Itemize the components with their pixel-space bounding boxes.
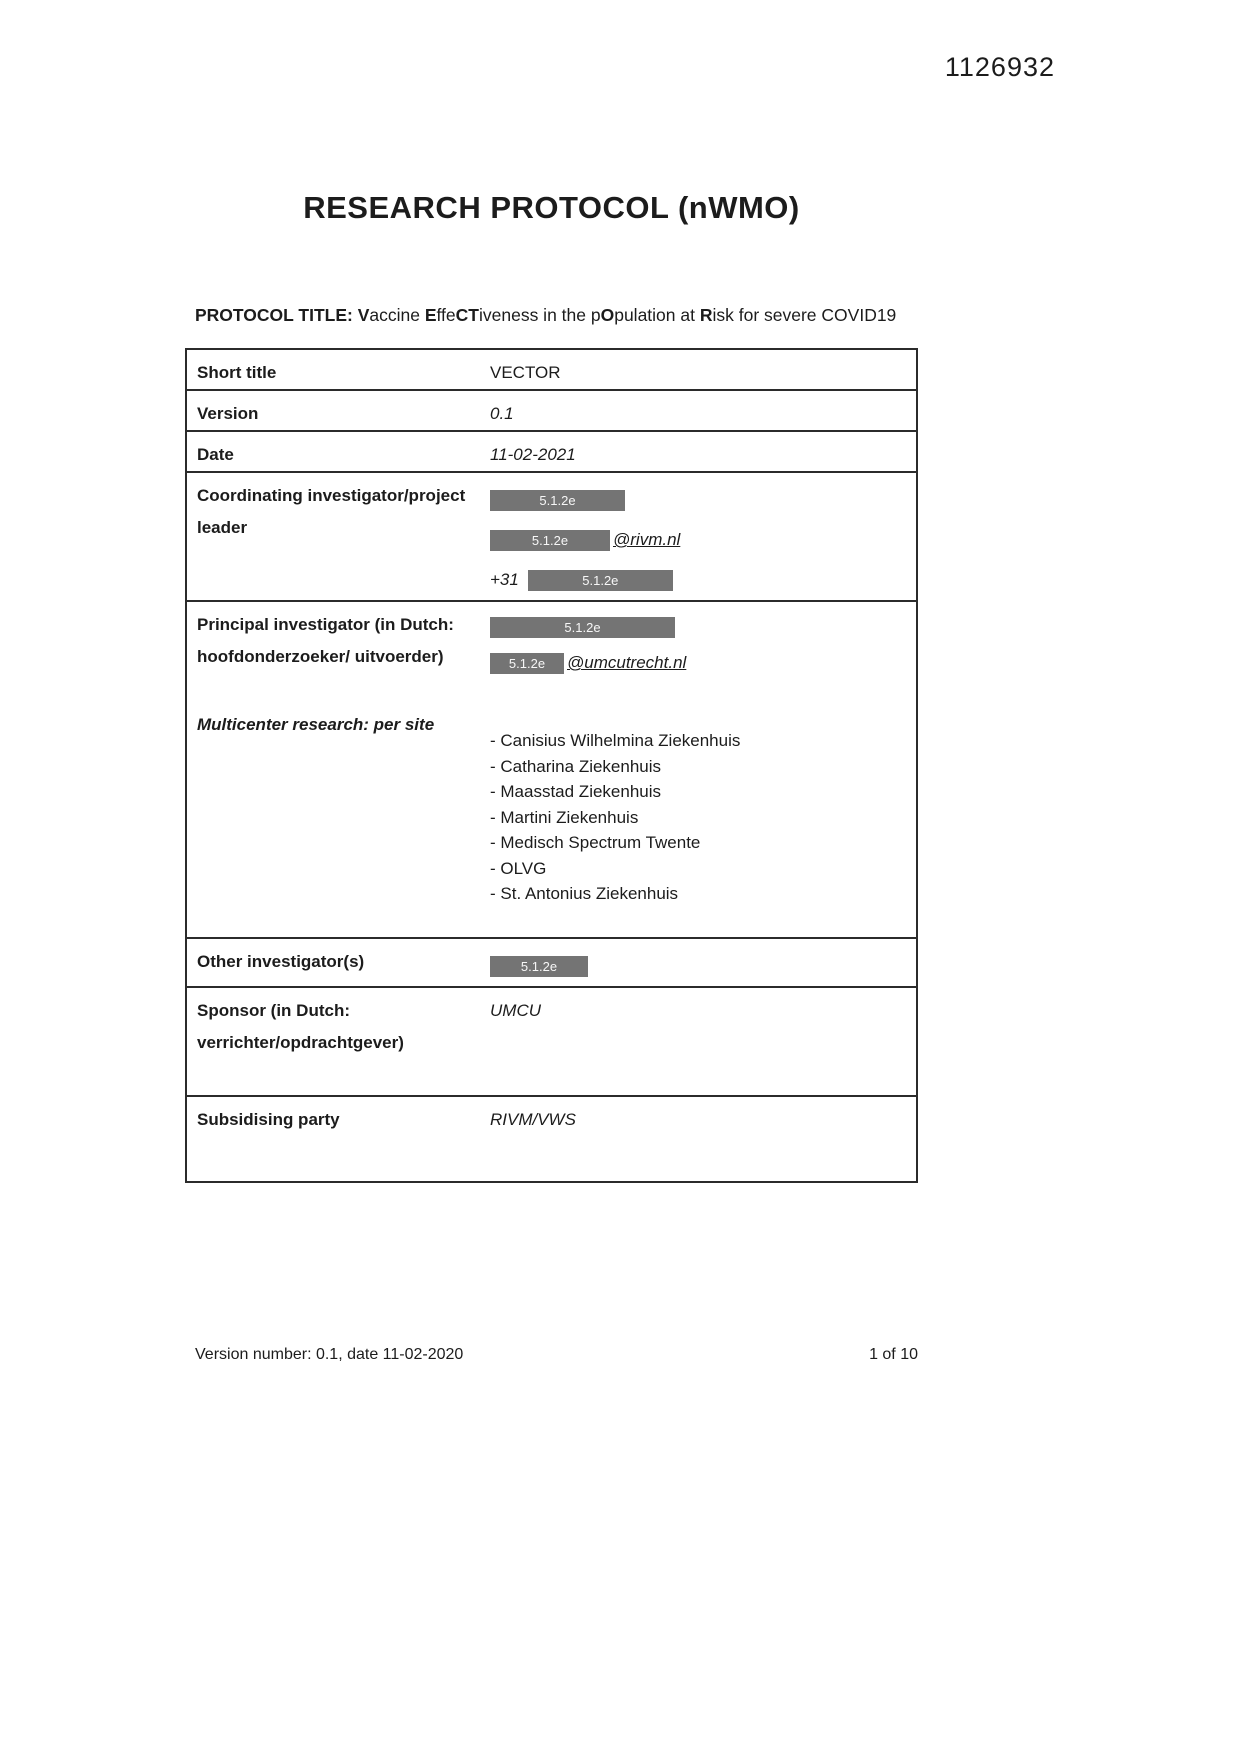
redacted-phone-line — [490, 560, 910, 600]
hospital-item: - St. Antonius Ziekenhuis — [490, 884, 679, 903]
document-number: 1126932 — [944, 52, 1055, 82]
hospital-item: - Medisch Spectrum Twente — [490, 833, 701, 852]
table-row-short-title — [187, 350, 916, 391]
protocol-title-segment: V — [357, 304, 370, 325]
redacted-name-line — [490, 609, 910, 645]
row-label-line: Principal investigator (in Dutch: — [197, 615, 454, 634]
protocol-info-table — [185, 348, 918, 1183]
redacted-name-line — [490, 480, 910, 520]
hospital-item: - OLVG — [490, 858, 547, 878]
table-row-sponsor — [187, 988, 916, 1097]
table-row-version — [187, 391, 916, 432]
footer-page-number: 1 of 10 — [869, 1346, 918, 1363]
row-label — [187, 473, 490, 600]
table-row-date — [187, 432, 916, 473]
hospital-list — [490, 728, 910, 907]
redacted-email-line — [490, 645, 910, 681]
hospital-item: - Martini Ziekenhuis — [490, 807, 639, 827]
redaction-box: 5.1.2e — [490, 617, 675, 638]
hospital-item: - Canisius Wilhelmina Ziekenhuis — [490, 731, 741, 750]
redacted-email-line — [490, 520, 910, 560]
row-label: Subsidising party — [197, 1110, 340, 1129]
table-row-coordinating-investigator — [187, 473, 916, 602]
protocol-title-segment: E — [424, 304, 437, 325]
redaction-box: 5.1.2e — [490, 530, 610, 551]
row-label-line: Sponsor (in Dutch: — [197, 1001, 350, 1020]
table-row-principal-investigator — [187, 602, 916, 939]
hospital-item: - Maasstad Ziekenhuis — [490, 782, 662, 801]
table-row-subsidising-party — [187, 1097, 916, 1181]
protocol-title-label: PROTOCOL TITLE: — [195, 304, 358, 325]
row-label — [187, 602, 490, 937]
redaction-box: 5.1.2e — [490, 653, 564, 674]
row-label-line: verrichter/opdrachtgever) — [197, 1033, 404, 1052]
hospital-item: - Catharina Ziekenhuis — [490, 756, 662, 776]
row-label: Short title — [197, 363, 277, 382]
protocol-title-segment: accine — [369, 304, 425, 325]
redaction-box: 5.1.2e — [490, 490, 625, 511]
row-label: Version — [197, 404, 259, 423]
row-value: VECTOR — [490, 363, 561, 382]
row-label: Other investigator(s) — [197, 952, 365, 971]
protocol-title-segment: ffe — [436, 304, 456, 325]
row-value: RIVM/VWS — [490, 1110, 576, 1129]
row-value — [490, 473, 916, 600]
row-label — [187, 988, 490, 1095]
protocol-title-segment: R — [699, 304, 713, 325]
protocol-title-segment: O — [600, 304, 615, 325]
phone-prefix: +31 — [490, 570, 519, 589]
row-label: Date — [197, 445, 234, 464]
multicenter-label: Multicenter research: per site — [197, 715, 435, 734]
protocol-title-line — [195, 305, 896, 326]
protocol-title-segment: isk for severe COVID19 — [712, 304, 897, 325]
page-footer — [195, 1346, 918, 1364]
protocol-title-segment: pulation at — [614, 304, 700, 325]
redacted-name-line — [490, 946, 910, 986]
email-domain: @umcutrecht.nl — [567, 653, 687, 672]
protocol-title-segment: iveness in the p — [478, 304, 601, 325]
page-title: RESEARCH PROTOCOL (nWMO) — [303, 190, 800, 225]
redaction-box: 5.1.2e — [490, 956, 588, 977]
email-domain: @rivm.nl — [613, 530, 681, 549]
row-label-line: Coordinating investigator/project — [197, 486, 466, 505]
row-value — [490, 939, 916, 986]
row-value — [490, 602, 916, 937]
row-value: UMCU — [490, 1001, 541, 1020]
row-value: 11-02-2021 — [490, 445, 576, 464]
row-value: 0.1 — [490, 404, 514, 423]
table-row-other-investigators — [187, 939, 916, 988]
row-label-line: leader — [197, 518, 248, 537]
footer-version-text: Version number: 0.1, date 11-02-2020 — [195, 1346, 464, 1363]
protocol-title-segment: CT — [455, 304, 479, 325]
row-label-line: hoofdonderzoeker/ uitvoerder) — [197, 647, 444, 666]
redaction-box: 5.1.2e — [528, 570, 673, 591]
